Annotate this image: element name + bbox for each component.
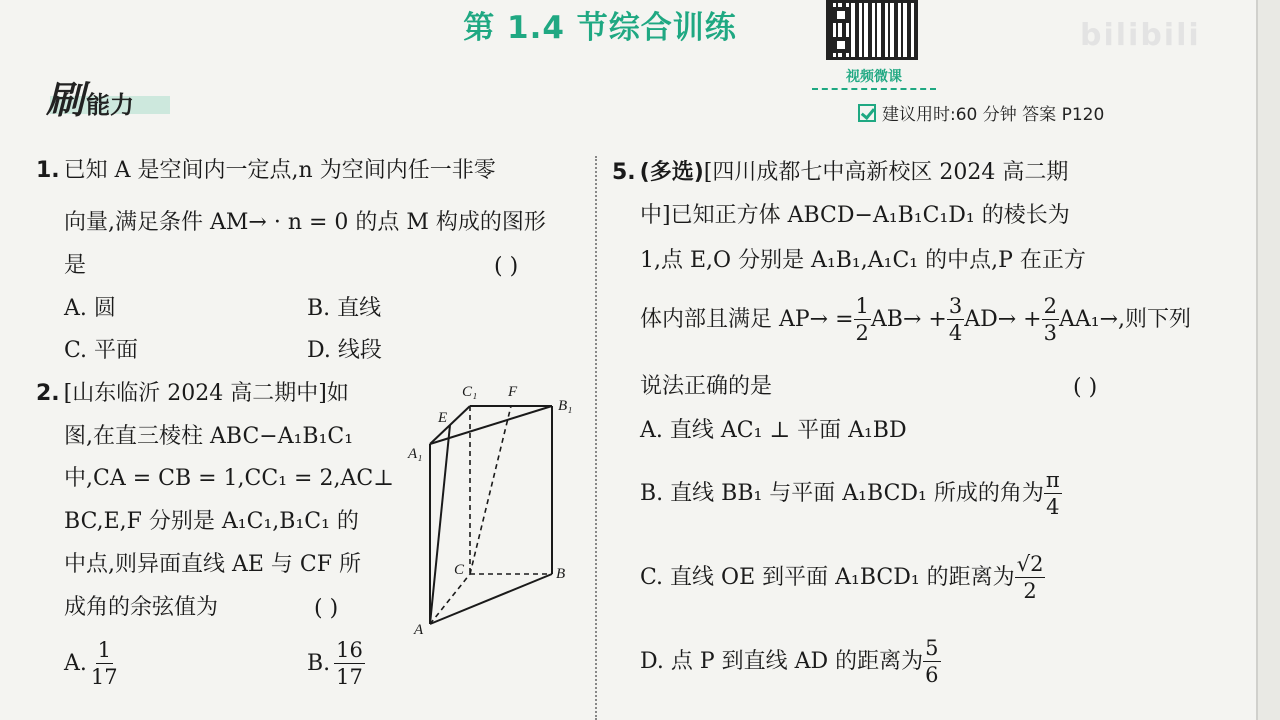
q2-line3: 中,CA = CB = 1,CC₁ = 2,AC⊥ <box>64 466 394 491</box>
q5-line4-t2: AD→ + <box>964 307 1042 332</box>
label-a1: A₁ <box>408 446 423 462</box>
segment-cf <box>470 406 511 574</box>
q5-tag: (多选) <box>639 160 704 185</box>
q1-number: 1. <box>36 158 60 183</box>
q1-option-a[interactable]: A. 圆 <box>64 296 116 321</box>
q1-text-1: 已知 A 是空间内一定点,n 为空间内任一非零 <box>63 158 496 183</box>
prism-figure <box>400 378 590 640</box>
q2-option-a-label: A. <box>64 651 87 676</box>
label-e: E <box>438 410 448 426</box>
q1-option-b[interactable]: B. 直线 <box>307 296 382 321</box>
q5-frac-3: $\frac{2}{3}$ <box>1043 294 1057 345</box>
video-lesson-label[interactable]: 视频微课 <box>812 66 936 90</box>
q2-line1 <box>36 379 349 409</box>
watermark: bilibili <box>1080 18 1201 53</box>
q5-option-b[interactable] <box>640 470 1062 518</box>
q5-option-c[interactable] <box>640 554 1045 602</box>
q2-answer-blank[interactable]: ( ) <box>314 596 339 621</box>
q2-option-b-fraction <box>334 640 365 688</box>
edge-a-b <box>430 574 552 624</box>
section-title: 第 1.4 节综合训练 <box>463 10 737 46</box>
q5-frac-1: $\frac{1}{2}$ <box>855 294 869 345</box>
q5-number: 5. <box>612 160 636 185</box>
qr-code-icon[interactable] <box>826 0 918 60</box>
q5-line4 <box>640 296 1191 344</box>
q5-option-b-text: B. 直线 BB₁ 与平面 A₁BCD₁ 所成的角为 <box>640 481 1044 506</box>
q2-option-b-label: B. <box>307 651 331 676</box>
brand-big-char: 刷 <box>46 78 85 122</box>
label-b1: B₁ <box>558 398 573 414</box>
q2-option-a-den: 17 <box>90 665 118 689</box>
q2-option-b-num: 16 <box>336 638 363 662</box>
q5-option-c-fraction: $\frac{√2}{2}$ <box>1016 552 1044 603</box>
q2-option-b-den: 17 <box>336 665 363 689</box>
q2-line6: 成角的余弦值为 <box>64 595 219 620</box>
label-b: B <box>556 566 566 582</box>
q5-line2: 中]已知正方体 ABCD−A₁B₁C₁D₁ 的棱长为 <box>640 203 1070 228</box>
q5-line3: 1,点 E,O 分别是 A₁B₁,A₁C₁ 的中点,P 在正方 <box>640 248 1086 273</box>
q5-option-c-text: C. 直线 OE 到平面 A₁BCD₁ 的距离为 <box>640 565 1015 590</box>
check-icon <box>858 104 876 122</box>
time-info-text: 建议用时:60 分钟 答案 P120 <box>882 105 1105 125</box>
q1-line3: 是 <box>64 253 87 278</box>
label-c: C <box>454 562 465 578</box>
brand-small-text: 能力 <box>86 91 135 119</box>
label-a: A <box>414 622 424 638</box>
q5-line4-t3: AA₁→,则下列 <box>1058 307 1192 332</box>
q5-text-1: [四川成都七中高新校区 2024 高二期 <box>703 160 1069 185</box>
q1-answer-blank[interactable]: ( ) <box>494 254 519 279</box>
q5-line5: 说法正确的是 <box>640 374 773 399</box>
q2-option-a[interactable] <box>64 640 118 688</box>
q5-frac-2: $\frac{3}{4}$ <box>948 294 963 345</box>
q2-line4: BC,E,F 分别是 A₁C₁,B₁C₁ 的 <box>64 509 359 534</box>
q2-text-1: [山东临沂 2024 高二期中]如 <box>63 381 349 406</box>
q1-line2: 向量,满足条件 AM→ · n = 0 的点 M 构成的图形 <box>64 210 546 235</box>
q5-option-a[interactable]: A. 直线 AC₁ ⊥ 平面 A₁BD <box>640 418 907 443</box>
q2-option-a-num: 1 <box>97 638 111 662</box>
section-brand <box>46 74 134 124</box>
q5-option-d-text: D. 点 P 到直线 AD 的距离为 <box>640 649 924 674</box>
q2-option-a-fraction <box>91 640 118 688</box>
time-info <box>858 100 1104 125</box>
q2-option-b[interactable] <box>307 640 365 688</box>
q5-answer-blank[interactable]: ( ) <box>1073 375 1098 400</box>
label-c1: C₁ <box>462 384 478 400</box>
q2-line5: 中点,则异面直线 AE 与 CF 所 <box>64 552 362 577</box>
segment-ae <box>430 425 450 624</box>
q2-line2: 图,在直三棱柱 ABC−A₁B₁C₁ <box>64 424 354 449</box>
label-f: F <box>508 384 518 400</box>
q5-option-d-fraction: $\frac{5}{6}$ <box>925 636 939 687</box>
column-divider <box>595 156 597 720</box>
q5-line1 <box>612 158 1068 188</box>
q2-number: 2. <box>36 381 60 406</box>
q1-line1 <box>36 156 496 186</box>
q5-line4-pre: 体内部且满足 AP→ = <box>640 307 854 332</box>
q1-option-d[interactable]: D. 线段 <box>307 338 382 363</box>
q1-option-c[interactable]: C. 平面 <box>64 338 139 363</box>
q5-option-d[interactable] <box>640 638 941 686</box>
q5-line4-t1: AB→ + <box>870 307 947 332</box>
q5-option-b-fraction: $\frac{\pi}{4}$ <box>1045 468 1060 519</box>
page-edge <box>1256 0 1280 720</box>
